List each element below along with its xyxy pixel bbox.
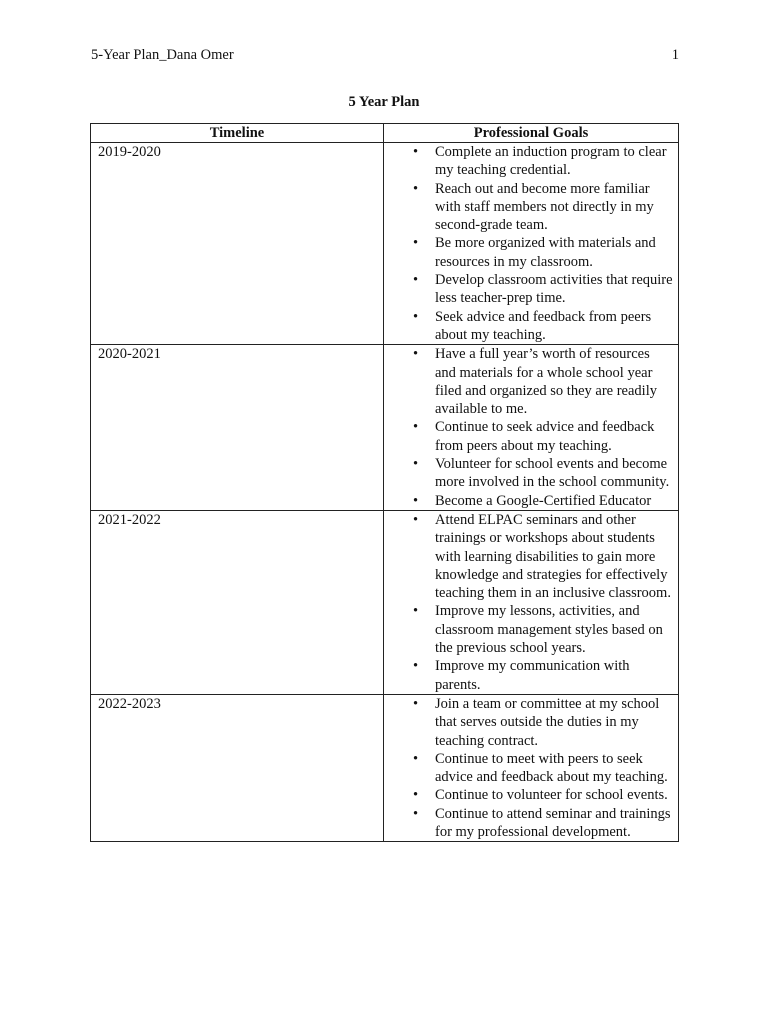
table-row — [91, 345, 679, 511]
plan-table — [90, 123, 679, 842]
column-header-timeline: Timeline — [91, 124, 384, 143]
goal-item: • Join a team or committee at my school that serves outside the duties in my teaching contract. — [384, 695, 674, 750]
goal-item: • Volunteer for school events and become more involved in the school community. — [384, 455, 674, 492]
table-row — [91, 510, 679, 694]
timeline-cell: 2019-2020 — [91, 143, 384, 345]
goal-item: • Become a Google-Certified Educator — [384, 492, 674, 510]
goal-item: • Seek advice and feedback from peers about my teaching. — [384, 308, 674, 345]
table-row — [91, 694, 679, 841]
goal-list — [384, 511, 674, 694]
goal-item: • Continue to volunteer for school events. — [384, 786, 674, 804]
table-header-row — [91, 124, 679, 143]
goal-item: • Attend ELPAC seminars and other trainings or workshops about students with learning disabilities to gain more knowledge and strategies for effectively teaching them in an inclusive classroom. — [384, 511, 674, 602]
goal-item: • Continue to attend seminar and trainings for my professional development. — [384, 805, 674, 842]
timeline-cell: 2021-2022 — [91, 510, 384, 694]
timeline-cell: 2020-2021 — [91, 345, 384, 511]
goal-list — [384, 345, 674, 510]
goals-cell — [384, 345, 679, 511]
goal-item: • Continue to meet with peers to seek advice and feedback about my teaching. — [384, 750, 674, 787]
goal-item: • Have a full year’s worth of resources and materials for a whole school year filed and organized so they are readily available to me. — [384, 345, 674, 418]
running-title: 5-Year Plan_Dana Omer — [91, 47, 234, 63]
goal-item: • Continue to seek advice and feedback from peers about my teaching. — [384, 418, 674, 455]
running-header — [91, 46, 679, 64]
goals-cell — [384, 694, 679, 841]
column-header-goals: Professional Goals — [384, 124, 679, 143]
goal-list — [384, 695, 674, 841]
page-number: 1 — [671, 47, 679, 63]
document-title: 5 Year Plan — [348, 94, 420, 110]
table-row — [91, 143, 679, 345]
goal-item: • Complete an induction program to clear my teaching credential. — [384, 143, 674, 180]
timeline-cell: 2022-2023 — [91, 694, 384, 841]
goal-list — [384, 143, 674, 344]
goal-item: • Improve my lessons, activities, and classroom management styles based on the previous school years. — [384, 602, 674, 657]
goals-cell — [384, 143, 679, 345]
goal-item: • Improve my communication with parents. — [384, 657, 674, 694]
goal-item: • Develop classroom activities that require less teacher-prep time. — [384, 271, 674, 308]
goals-cell — [384, 510, 679, 694]
goal-item: • Be more organized with materials and resources in my classroom. — [384, 234, 674, 271]
goal-item: • Reach out and become more familiar with staff members not directly in my second-grade team. — [384, 180, 674, 235]
